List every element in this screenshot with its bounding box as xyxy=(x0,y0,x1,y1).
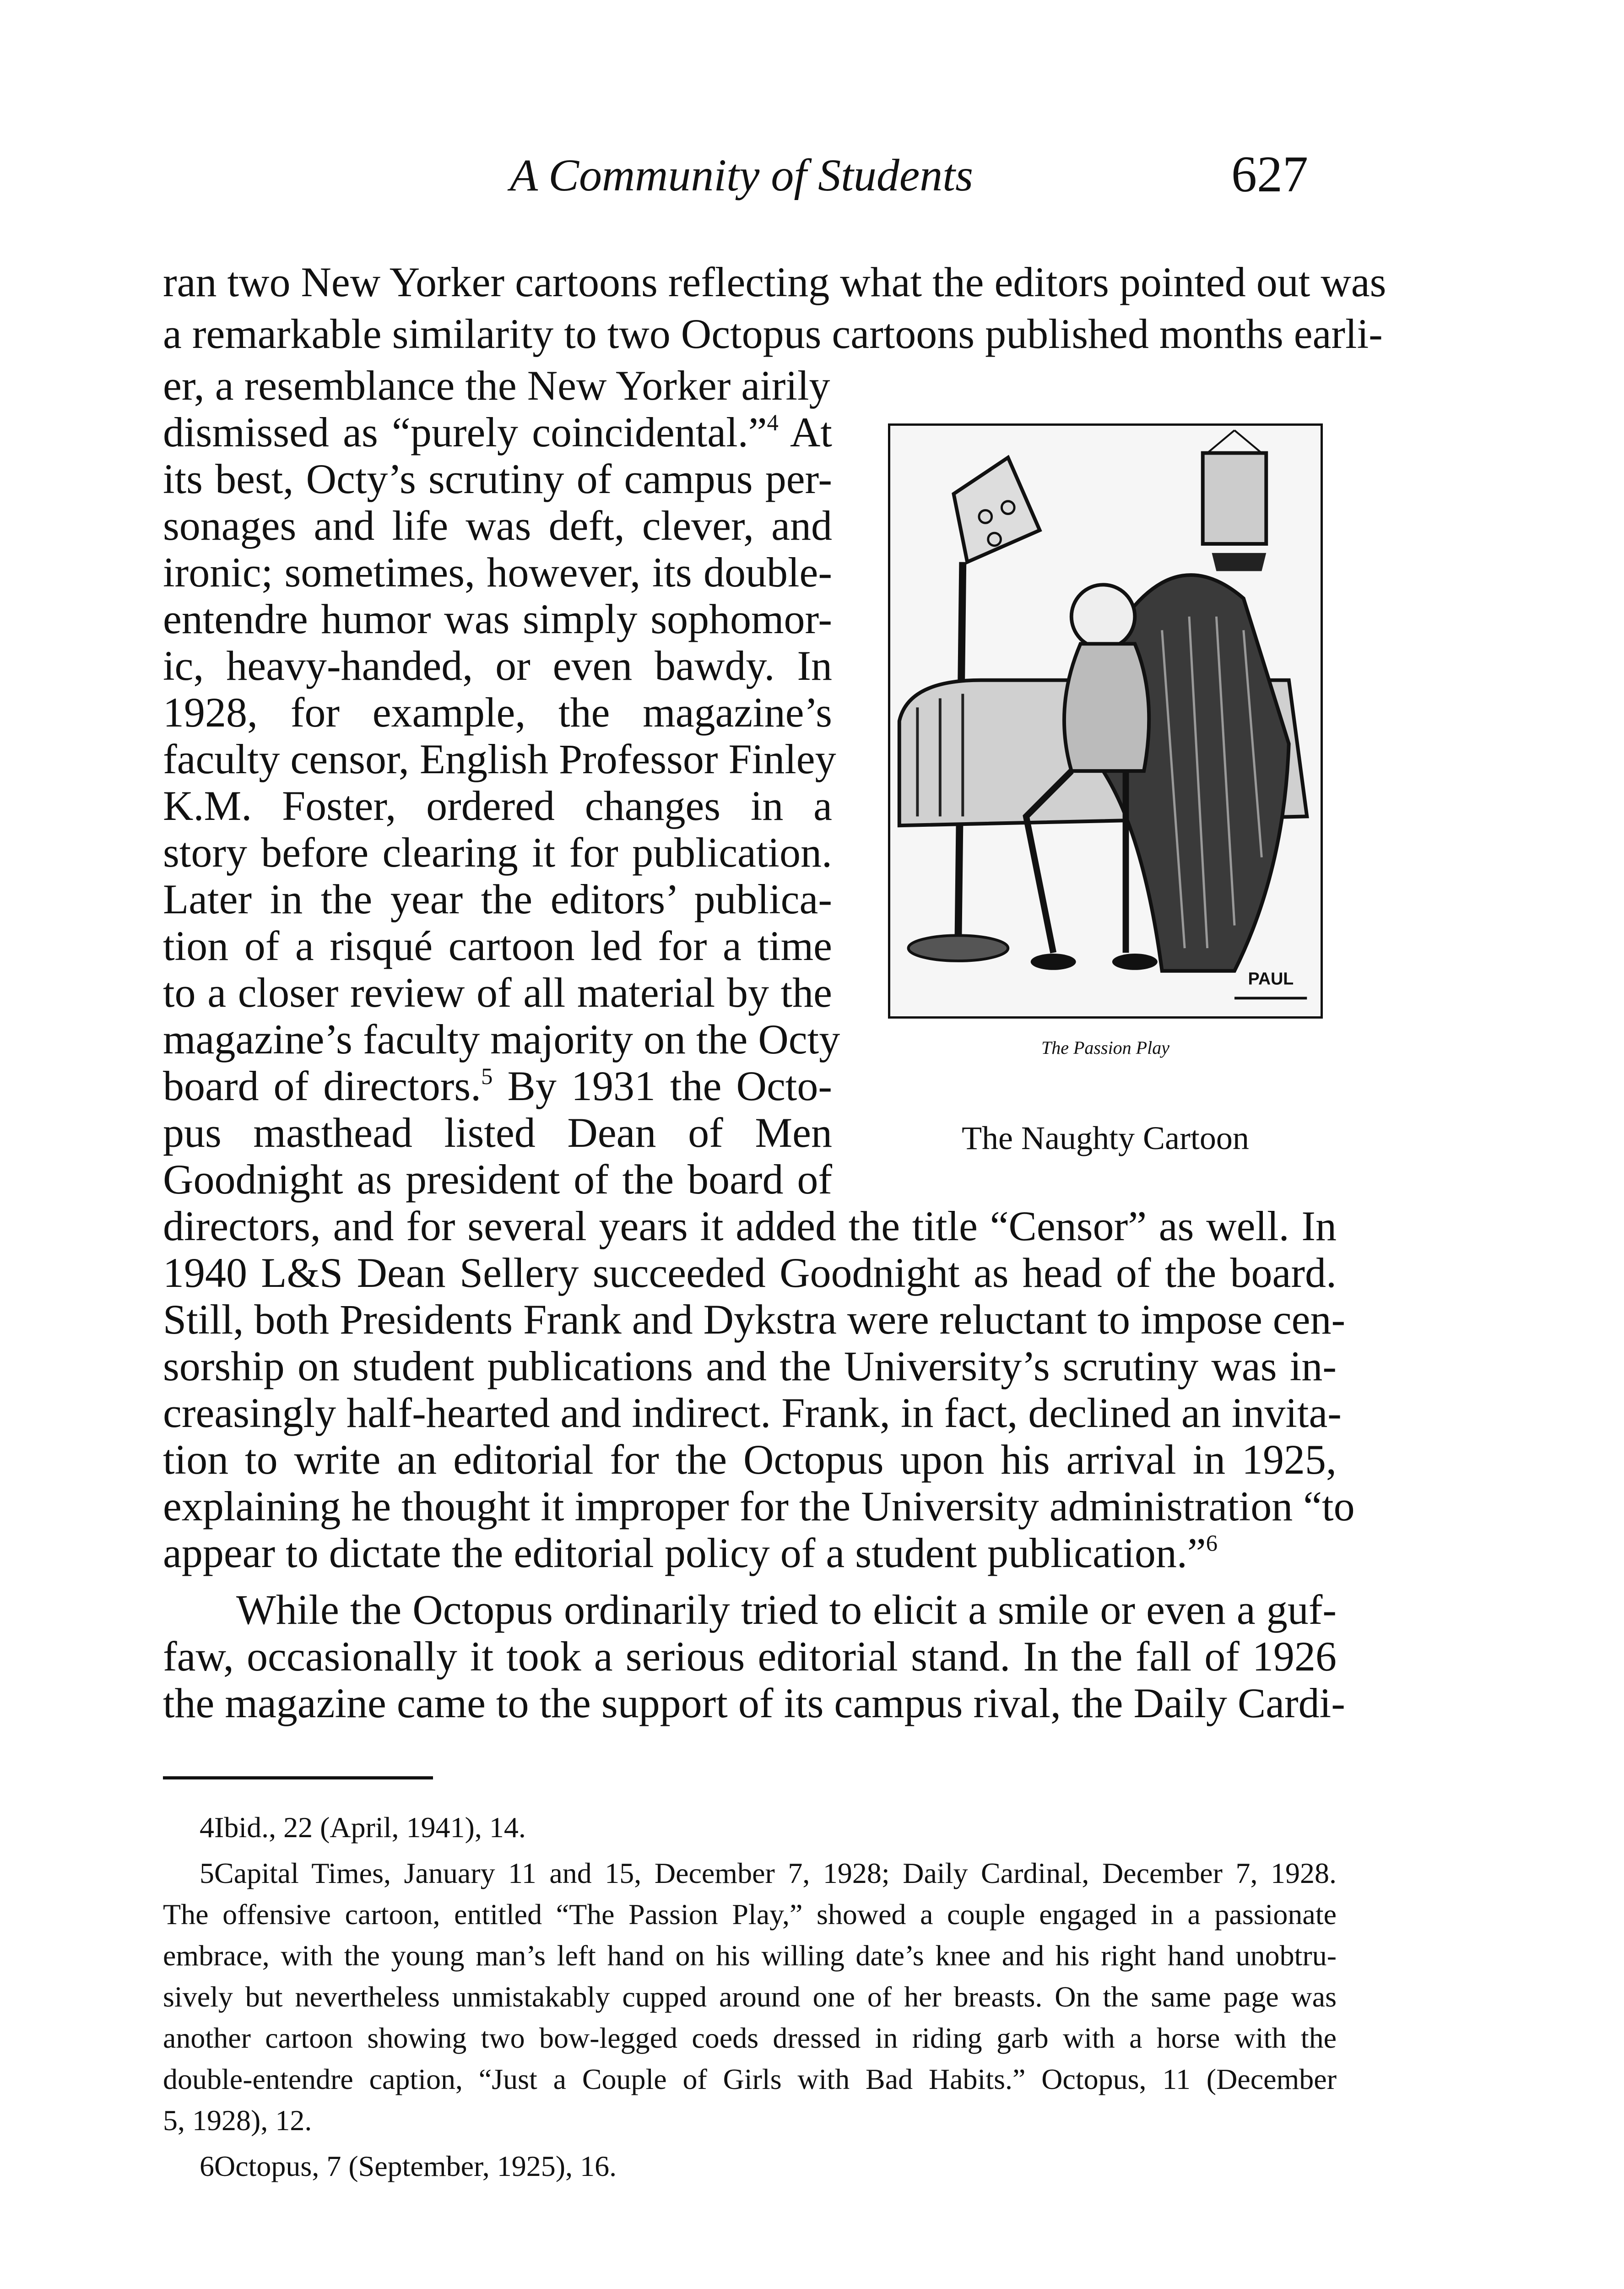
text-line: creasingly half-hearted and indirect. Frank, in fact, declined an invita- xyxy=(163,1389,1342,1436)
text-line: to a closer review of all material by the xyxy=(163,969,832,1016)
text-line: 1940 L&S Dean Sellery succeeded Goodnight as head of the board. xyxy=(163,1249,1337,1296)
text-line: dismissed as “purely coincidental.”$^4$ At xyxy=(163,409,832,456)
footnote-ref: 6 xyxy=(1206,1530,1218,1556)
text-line: entendre humor was simply sophomor- xyxy=(163,596,832,642)
footnote-line: 5, 1928), 12. xyxy=(163,2104,312,2137)
text-line: ic, heavy-handed, or even bawdy. In xyxy=(163,642,832,689)
text-line: directors, and for several years it added the title “Censor” as well. In xyxy=(163,1203,1337,1249)
figure-caption: The Naughty Cartoon xyxy=(962,1120,1249,1156)
text-line: 1928, for example, the magazine’s xyxy=(163,689,832,736)
footnote-line: embrace, with the young man’s left hand on his willing date’s knee and his right hand unobtru- xyxy=(163,1939,1337,1972)
text-line: faw, occasionally it took a serious editorial stand. In the fall of 1926 xyxy=(163,1633,1337,1680)
footnote-ref: 4 xyxy=(767,409,779,435)
text-line: story before clearing it for publication. xyxy=(163,829,832,876)
text-line: board of directors.$^5$ By 1931 the Octo- xyxy=(163,1063,832,1109)
footnote: 5Capital Times, January 11 and 15, December 7, 1928; Daily Cardinal, December 7, 1928. xyxy=(200,1857,1337,1889)
text-line: Later in the year the editors’ publica- xyxy=(163,876,832,922)
text-line: tion to write an editorial for the Octopus upon his arrival in 1925, xyxy=(163,1436,1337,1483)
text-line: magazine’s faculty majority on the Octy xyxy=(163,1016,840,1063)
footnote: 4Ibid., 22 (April, 1941), 14. xyxy=(200,1811,526,1844)
text-line: a remarkable similarity to two Octopus cartoons published months earli- xyxy=(163,310,1383,357)
figure-subcaption: The Passion Play xyxy=(1041,1037,1169,1058)
text-line: er, a resemblance the New Yorker airily xyxy=(163,362,830,409)
text-line: ran two New Yorker cartoons reflecting what the editors pointed out was xyxy=(163,259,1386,305)
text-line: faculty censor, English Professor Finley xyxy=(163,736,836,782)
footnote-line: sively but nevertheless unmistakably cupped around one of her breasts. On the same page was xyxy=(163,1980,1337,2013)
text-line: explaining he thought it improper for the University administration “to xyxy=(163,1483,1355,1530)
footnote-line: another cartoon showing two bow-legged coeds dressed in riding garb with a horse with the xyxy=(163,2022,1337,2054)
text-line: K.M. Foster, ordered changes in a xyxy=(163,782,832,829)
text-line: pus masthead listed Dean of Men xyxy=(163,1109,832,1156)
text-line: sorship on student publications and the University’s scrutiny was in- xyxy=(163,1343,1337,1389)
page-number: 627 xyxy=(1231,146,1308,203)
text-line: its best, Octy’s scrutiny of campus per- xyxy=(163,456,832,502)
running-header: A Community of Students xyxy=(509,150,973,201)
text-line: sonages and life was deft, clever, and xyxy=(163,502,832,549)
footnote-divider xyxy=(163,1776,433,1779)
text-line: appear to dictate the editorial policy of a student publication.”$^6$ xyxy=(163,1530,1218,1576)
footnote-line: double-entendre caption, “Just a Couple of Girls with Bad Habits.” Octopus, 11 (December xyxy=(163,2063,1337,2095)
text-line: Goodnight as president of the board of xyxy=(163,1156,832,1203)
footnote: 6Octopus, 7 (September, 1925), 16. xyxy=(200,2150,617,2182)
text-line: Still, both Presidents Frank and Dykstra were reluctant to impose cen- xyxy=(163,1296,1346,1343)
cartoon-illustration xyxy=(888,423,1323,1019)
text-line: tion of a risqué cartoon led for a time xyxy=(163,922,832,969)
cartoon-drawing xyxy=(890,426,1321,1016)
text-line: the magazine came to the support of its campus rival, the Daily Cardi- xyxy=(163,1680,1345,1726)
artist-signature: PAUL xyxy=(1248,969,1294,988)
text-line: ironic; sometimes, however, its double- xyxy=(163,549,832,596)
footnote-line: The offensive cartoon, entitled “The Passion Play,” showed a couple engaged in a passionate xyxy=(163,1898,1337,1931)
footnote-ref: 5 xyxy=(481,1063,493,1089)
text-line: While the Octopus ordinarily tried to elicit a smile or even a guf- xyxy=(236,1586,1337,1633)
